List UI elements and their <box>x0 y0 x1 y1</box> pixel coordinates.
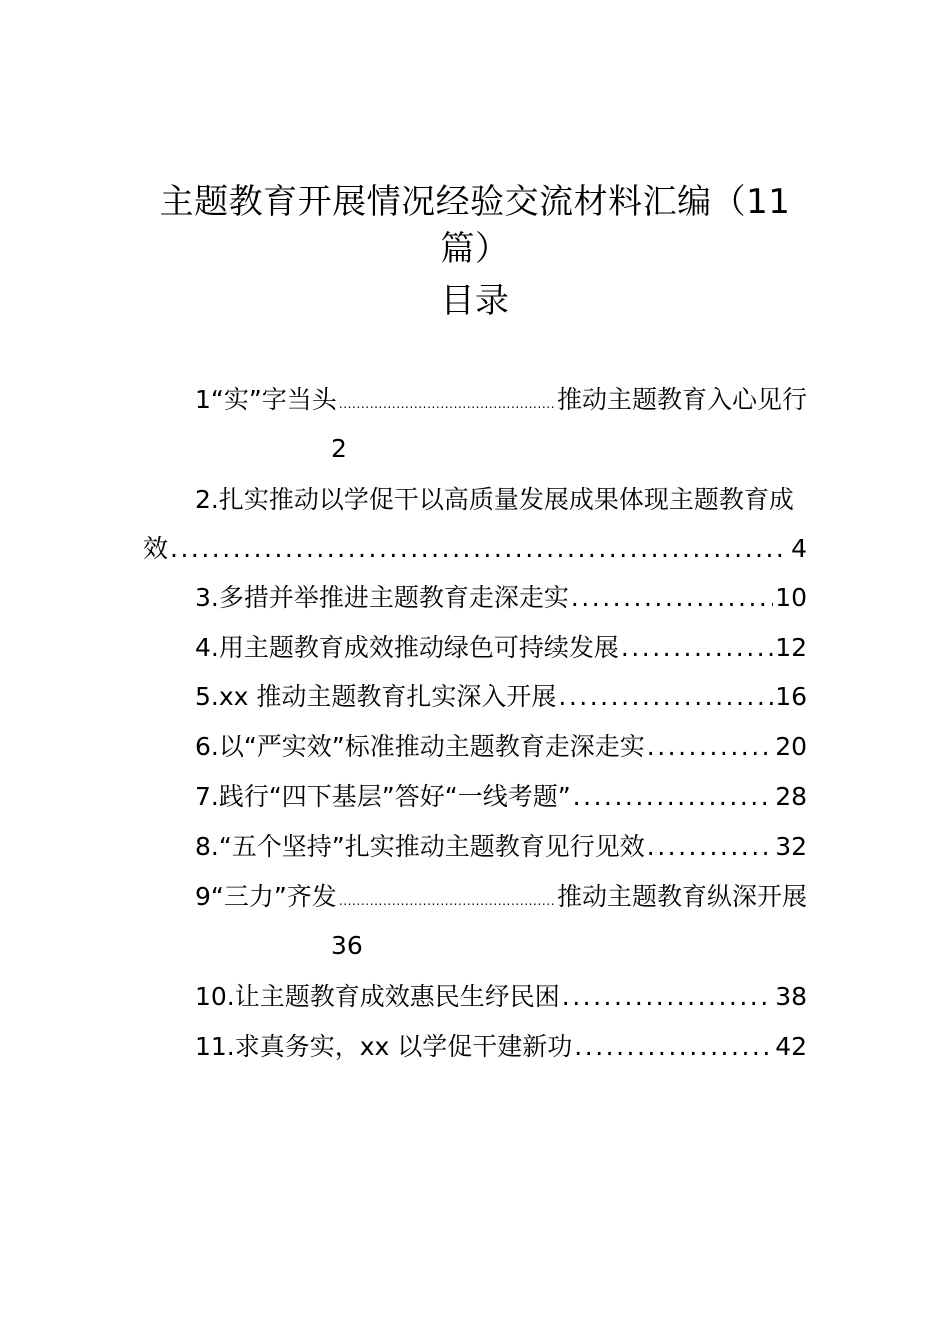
toc-page-number: 16 <box>775 682 807 711</box>
toc-page-number: 4 <box>791 534 807 563</box>
toc-entry-label: 4.用主题教育成效推动绿色可持续发展 <box>195 633 619 662</box>
toc-entry-10[interactable] <box>195 980 807 1014</box>
toc-entry-9[interactable] <box>195 880 807 918</box>
toc-leader-dots <box>558 680 773 714</box>
toc-heading: 目录 <box>440 281 510 321</box>
toc-entry-2[interactable] <box>195 483 794 517</box>
toc-entry-2-continued[interactable] <box>143 532 807 566</box>
toc-entry-label: 9“三力”齐发 <box>195 882 337 911</box>
toc-entry-label: 5.xx 推动主题教育扎实深入开展 <box>195 682 557 711</box>
toc-entry-5[interactable] <box>195 680 807 714</box>
toc-entry-11[interactable] <box>195 1030 807 1064</box>
toc-page-number: 12 <box>775 633 807 662</box>
toc-leader-dots <box>339 387 555 421</box>
toc-entry-4[interactable] <box>195 631 807 665</box>
toc-entry-label: 2.扎实推动以学促干以高质量发展成果体现主题教育成 <box>195 485 794 514</box>
toc-leader-dots <box>574 1030 773 1064</box>
toc-entry-label-tail: 推动主题教育纵深开展 <box>556 882 807 911</box>
toc-entry-label: 6.以“严实效”标准推动主题教育走深走实 <box>195 732 645 761</box>
toc-entry-6[interactable] <box>195 730 807 764</box>
toc-leader-dots <box>571 581 773 615</box>
toc-entry-label: 10.让主题教育成效惠民生纾民困 <box>195 982 560 1011</box>
toc-leader-dots <box>647 730 773 764</box>
toc-page-number: 32 <box>775 832 807 861</box>
toc-page-number: 38 <box>775 982 807 1011</box>
toc-leader-dots <box>562 980 773 1014</box>
document-title: 主题教育开展情况经验交流材料汇编（11 <box>159 182 791 222</box>
toc-leader-dots <box>170 532 789 566</box>
toc-page-number: 2 <box>331 434 347 463</box>
toc-entry-label: 11.求真务实，xx 以学促干建新功 <box>195 1032 573 1061</box>
toc-entry-label: 3.多措并举推进主题教育走深走实 <box>195 583 569 612</box>
toc-leader-dots <box>573 780 774 814</box>
toc-entry-7[interactable] <box>195 780 807 814</box>
toc-page-number: 28 <box>775 782 807 811</box>
toc-entry-8[interactable] <box>195 830 807 864</box>
toc-entry-label-tail: 推动主题教育入心见行 <box>556 385 807 414</box>
toc-entry-label: 7.践行“四下基层”答好“一线考题” <box>195 782 571 811</box>
toc-entry-1[interactable] <box>195 383 807 421</box>
toc-page-number: 42 <box>775 1032 807 1061</box>
toc-entry-3[interactable] <box>195 581 807 615</box>
toc-leader-dots <box>647 830 773 864</box>
toc-leader-dots <box>621 631 773 665</box>
toc-entry-label-continued: 效 <box>143 534 169 563</box>
toc-entry-label: 8.“五个坚持”扎实推动主题教育见行见效 <box>195 832 645 861</box>
toc-leader-dots <box>339 884 555 918</box>
toc-page-number: 10 <box>775 583 807 612</box>
toc-page-number: 36 <box>331 931 363 960</box>
document-title-continued: 篇） <box>440 229 510 269</box>
toc-entry-label: 1“实”字当头 <box>195 385 337 414</box>
toc-page-number: 20 <box>775 732 807 761</box>
